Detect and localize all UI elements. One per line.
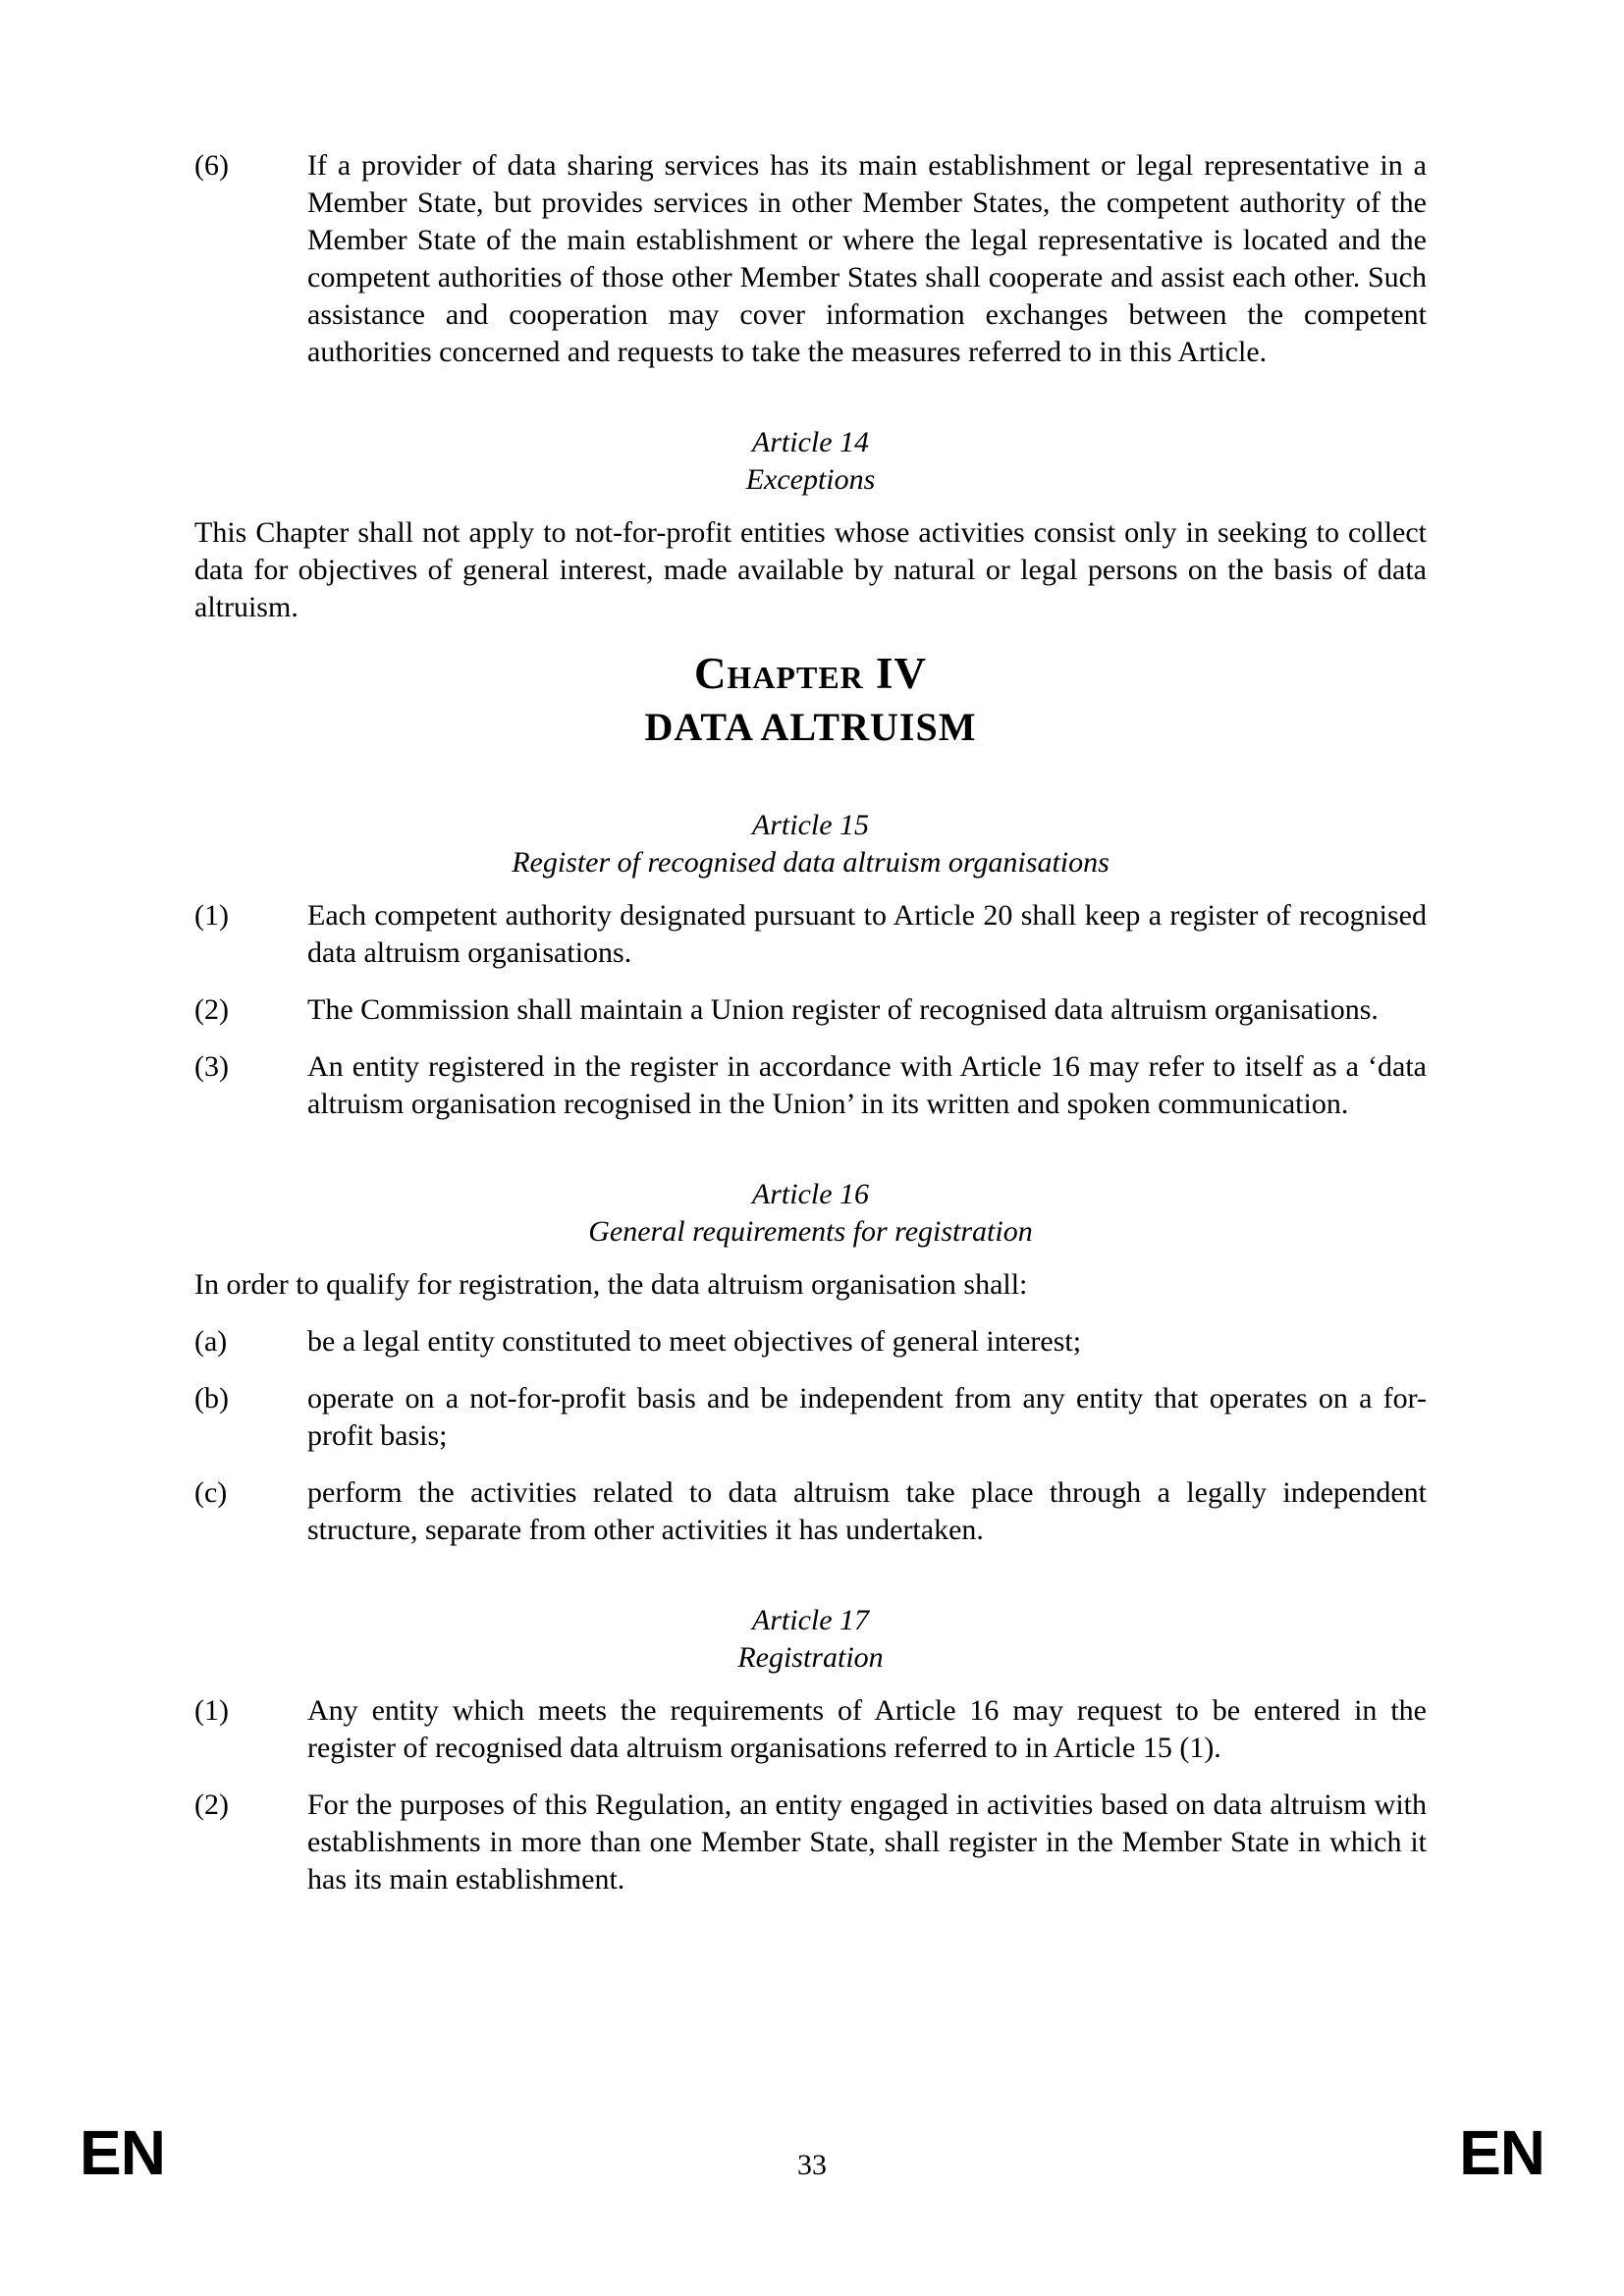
list-item-text: The Commission shall maintain a Union register of recognised data altruism organisations. [307,993,1379,1026]
list-item-text: Any entity which meets the requirements of Article 16 may request to be entered in the register of recognised data altruism organisations referred to in Article 15 (1). [307,1694,1427,1764]
article-title: Article 17 [751,1604,870,1636]
article-heading [194,1602,1427,1677]
article-heading [194,424,1427,499]
article-subtitle: Registration [737,1641,884,1674]
list-item-marker: (2) [194,993,229,1026]
list-item [194,1048,1427,1123]
list-item [194,147,1427,371]
article-heading [194,1176,1427,1251]
list-item [194,1323,1427,1361]
article-title: Article 16 [751,1178,870,1210]
article-title: Article 14 [751,426,870,458]
list-item-marker: (b) [194,1382,229,1415]
page-number: 33 [797,2149,827,2181]
chapter-title: Chapter IV [693,649,928,698]
list-item-text: An entity registered in the register in accordance with Article 16 may refer to itself as a ‘data altruism organisation recognised in the Union’ in its written and spoken communication. [307,1050,1427,1120]
footer-language-right: EN [1459,2117,1544,2188]
list-item [194,1380,1427,1455]
article-heading [194,807,1427,881]
list-item-marker: (1) [194,1694,229,1727]
list-item [194,1692,1427,1767]
list-item [194,1787,1427,1898]
list-item-text: For the purposes of this Regulation, an entity engaged in activities based on data altruism with establishments in more than one Member State, shall register in the Member State in which it has its main establishment. [307,1789,1427,1896]
article-subtitle: General requirements for registration [588,1215,1033,1248]
list-item-text: be a legal entity constituted to meet objectives of general interest; [307,1325,1082,1358]
list-item-marker: (1) [194,899,229,932]
list-item-marker: (a) [194,1325,228,1358]
chapter-subtitle: DATA ALTRUISM [644,705,977,749]
list-item [194,1474,1427,1549]
list-item [194,991,1427,1029]
page-footer [80,2116,1544,2189]
article-title: Article 15 [751,809,870,841]
list-item-text: If a provider of data sharing services has its main establishment or legal representative in a Member State, but provides services in other Member States, the competent authority of the Member State of the main establishment or where the legal representative is located and the competent authorities of those other Member States shall cooperate and assist each other. Such assistance and cooperation may cover information exchanges between the competent authorities concerned and requests to take the measures referred to in this Article. [307,149,1427,368]
footer-language-left: EN [80,2117,165,2188]
list-item-text: Each competent authority designated pursuant to Article 20 shall keep a register of recognised data altruism organisations. [307,899,1427,969]
list-item [194,897,1427,972]
list-item-marker: (2) [194,1789,229,1821]
paragraph: This Chapter shall not apply to not-for-profit entities whose activities consist only in seeking to collect data for objectives of general interest, made available by natural or legal persons on the basis of data altruism. [194,516,1427,623]
list-item-marker: (c) [194,1476,228,1509]
list-item-text: perform the activities related to data altruism take place through a legally independent structure, separate from other activities it has undertaken. [307,1476,1427,1546]
document-body [194,147,1427,1918]
chapter-heading [194,646,1427,754]
list-item-marker: (6) [194,149,229,182]
article-subtitle: Exceptions [745,463,876,496]
article-subtitle: Register of recognised data altruism organisations [512,846,1110,879]
list-item-marker: (3) [194,1050,229,1083]
paragraph: In order to qualify for registration, the data altruism organisation shall: [194,1268,1028,1301]
list-item-text: operate on a not-for-profit basis and be independent from any entity that operates on a for-profit basis; [307,1382,1427,1452]
